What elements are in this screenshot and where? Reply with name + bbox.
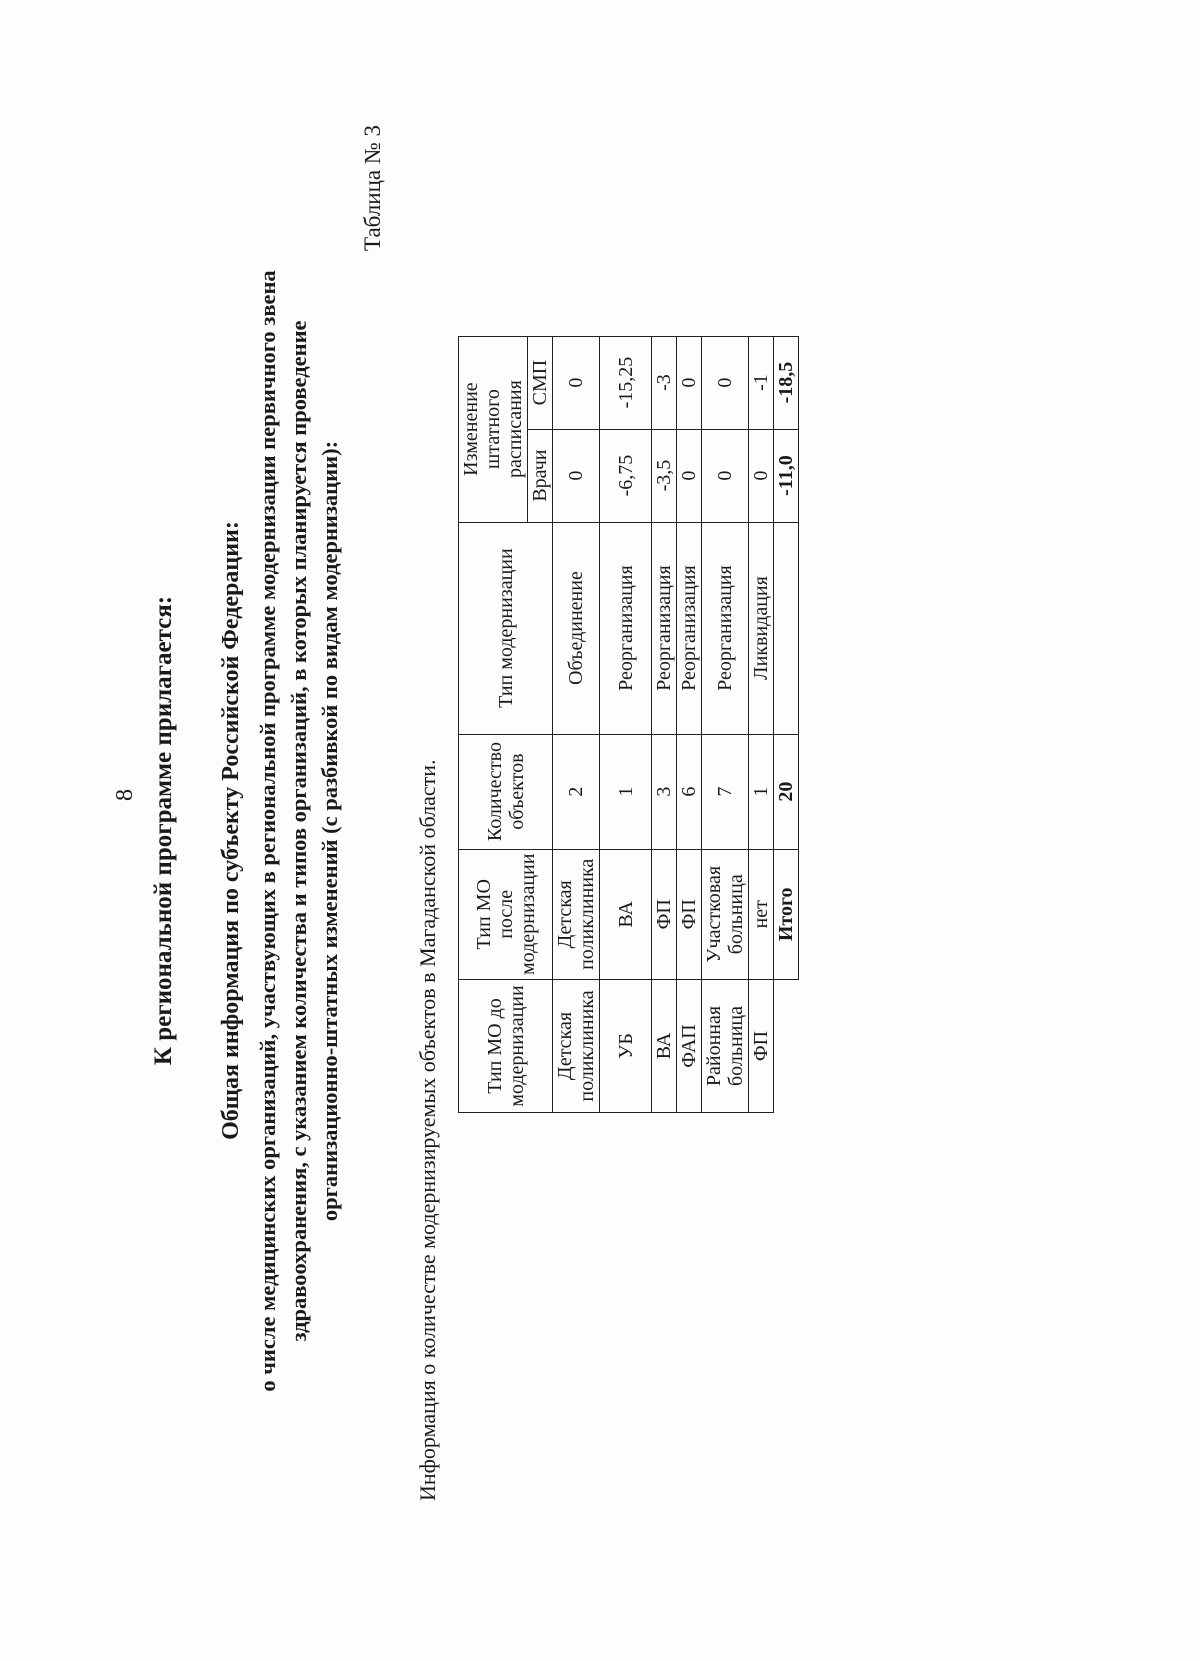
cell-nurses: 0 xyxy=(677,336,702,429)
cell-type-before: ВА xyxy=(652,980,677,1113)
cell-doctors: 0 xyxy=(702,429,749,522)
cell-count: 1 xyxy=(600,734,652,849)
table-caption: Информация о количестве модернизируемых объектов в Магаданской области. xyxy=(415,759,440,1501)
table-row xyxy=(702,336,749,1112)
cell-type-before: ФП xyxy=(749,980,774,1113)
cell-doctors: 0 xyxy=(553,429,600,522)
header-modernization-type: Тип модернизации xyxy=(459,522,553,734)
header-count: Количество объектов xyxy=(459,734,553,849)
cell-modernization-type: Реорганизация xyxy=(702,522,749,734)
attachment-heading: К региональной программе прилагается: xyxy=(150,595,177,1066)
cell-modernization-type: Ликвидация xyxy=(749,522,774,734)
header-staff-change: Изменение штатного расписания xyxy=(459,336,528,522)
modernization-table-container xyxy=(458,336,799,1113)
cell-type-after: ФП xyxy=(677,849,702,979)
cell-type-after: ВА xyxy=(600,849,652,979)
header-type-before: Тип МО до модернизации xyxy=(459,980,553,1113)
cell-doctors: -3,5 xyxy=(652,429,677,522)
table-number: Таблица № 3 xyxy=(360,124,385,251)
cell-count: 1 xyxy=(749,734,774,849)
cell-modernization-type: Реорганизация xyxy=(600,522,652,734)
cell-type-after: Детская поликлиника xyxy=(553,849,600,979)
modernization-table xyxy=(458,336,799,1113)
table-row xyxy=(553,336,600,1112)
table-row xyxy=(600,336,652,1112)
cell-empty xyxy=(774,980,799,1113)
cell-doctors: -6,75 xyxy=(600,429,652,522)
cell-total-nurses: -18,5 xyxy=(774,336,799,429)
cell-type-after: ФП xyxy=(652,849,677,979)
table-total-row xyxy=(774,336,799,1112)
cell-nurses: 0 xyxy=(702,336,749,429)
cell-doctors: 0 xyxy=(677,429,702,522)
cell-modernization-type: Реорганизация xyxy=(677,522,702,734)
header-doctors: Врачи xyxy=(528,429,553,522)
info-heading: Общая информация по субъекту Российской Федерации: xyxy=(218,521,244,1140)
cell-count: 2 xyxy=(553,734,600,849)
header-nurses: СМП xyxy=(528,336,553,429)
cell-type-after: Участковая больница xyxy=(702,849,749,979)
cell-nurses: -1 xyxy=(749,336,774,429)
cell-type-before: ФАП xyxy=(677,980,702,1113)
cell-type-before: Районная больница xyxy=(702,980,749,1113)
cell-count: 7 xyxy=(702,734,749,849)
cell-type-after: нет xyxy=(749,849,774,979)
cell-type-before: УБ xyxy=(600,980,652,1113)
cell-modernization-type: Объединение xyxy=(553,522,600,734)
cell-total-label: Итого xyxy=(774,849,799,979)
cell-empty xyxy=(774,522,799,734)
cell-count: 3 xyxy=(652,734,677,849)
table-row xyxy=(652,336,677,1112)
table-row xyxy=(749,336,774,1112)
cell-doctors: 0 xyxy=(749,429,774,522)
page-number: 8 xyxy=(112,789,138,801)
cell-count: 6 xyxy=(677,734,702,849)
info-description: о числе медицинских организаций, участвующих в региональной программе модернизации первичного звена здравоохранения, с указанием количества и типов организаций, в которых планируется проведение организационно-штатных изменений (с разбивкой по видам модернизации): xyxy=(255,270,342,1392)
cell-nurses: 0 xyxy=(553,336,600,429)
cell-nurses: -3 xyxy=(652,336,677,429)
cell-modernization-type: Реорганизация xyxy=(652,522,677,734)
header-type-after: Тип МО после модернизации xyxy=(459,849,553,979)
cell-total-doctors: -11,0 xyxy=(774,429,799,522)
cell-type-before: Детская поликлиника xyxy=(553,980,600,1113)
cell-total-count: 20 xyxy=(774,734,799,849)
table-row xyxy=(677,336,702,1112)
cell-nurses: -15,25 xyxy=(600,336,652,429)
